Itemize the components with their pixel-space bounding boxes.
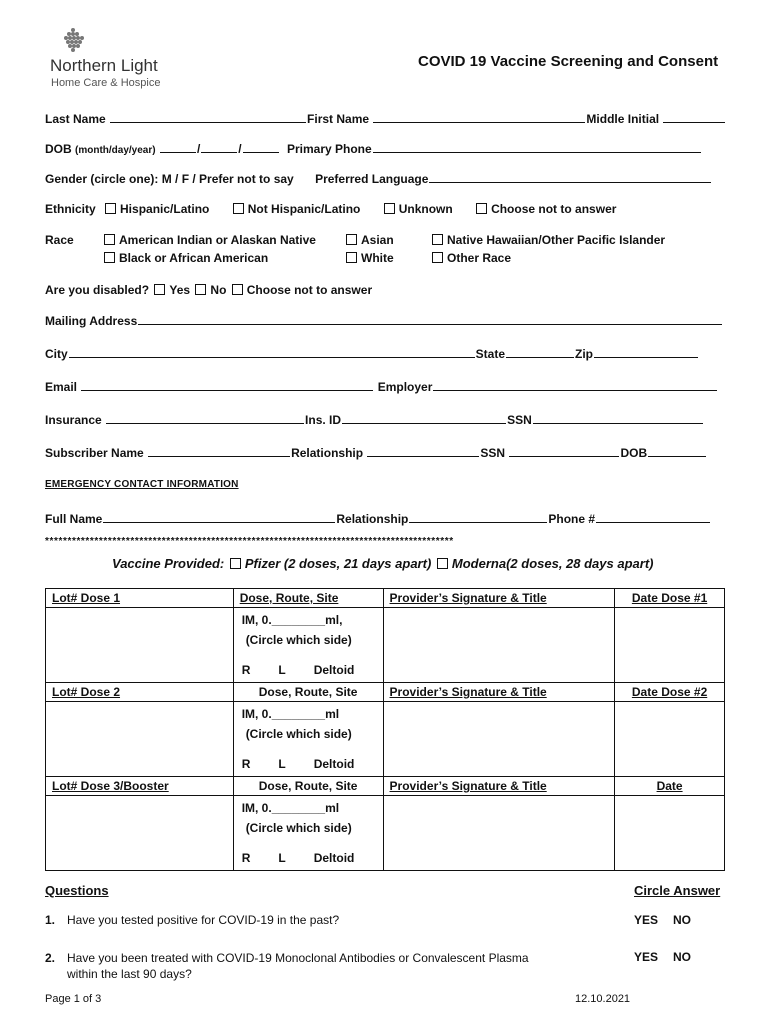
- signature-dose-3-label: Provider’s Signature & Title: [389, 779, 547, 793]
- dob-label: DOB: [45, 142, 72, 156]
- question-1-no[interactable]: NO: [673, 913, 691, 927]
- zip-label: Zip: [575, 347, 594, 361]
- ins-id-label: Ins. ID: [305, 413, 342, 427]
- side-dose-3: [242, 848, 377, 868]
- vaccine-row: [112, 556, 653, 571]
- other-race-checkbox[interactable]: [432, 252, 443, 263]
- side-left: L: [278, 663, 286, 677]
- deltoid-label: Deltoid: [313, 757, 355, 771]
- disabled-yes-checkbox[interactable]: [154, 284, 165, 295]
- logo-subtitle: Home Care & Hospice: [51, 77, 161, 89]
- question-2-text-line2: within the last 90 days?: [67, 967, 192, 981]
- signature-dose-3-cell[interactable]: [383, 796, 615, 871]
- date-dose-3-label: Date: [656, 779, 683, 793]
- last-name-label: Last Name: [45, 112, 106, 126]
- questions-heading: Questions: [45, 883, 109, 898]
- date-dose-2-cell[interactable]: [615, 702, 725, 777]
- logo: [50, 26, 170, 92]
- first-name-label: First Name: [307, 112, 370, 126]
- mailing-address-field[interactable]: [138, 313, 722, 325]
- full-name-field[interactable]: [103, 511, 335, 523]
- full-name-label: Full Name: [45, 512, 103, 526]
- deltoid-label: Deltoid: [313, 663, 355, 677]
- question-1-text: Have you tested positive for COVID-19 in the past?: [67, 913, 340, 927]
- table-row: [46, 796, 725, 871]
- employer-field[interactable]: [433, 379, 717, 391]
- not-hispanic-checkbox[interactable]: [233, 203, 244, 214]
- logo-name: Northern Light: [50, 56, 158, 75]
- disabled-no-checkbox[interactable]: [195, 284, 206, 295]
- city-row: [45, 346, 699, 361]
- dob2-label: DOB: [620, 446, 648, 460]
- question-2-number: 2.: [45, 951, 56, 965]
- question-1-yes[interactable]: YES: [634, 913, 659, 927]
- email-field[interactable]: [81, 379, 373, 391]
- question-2-no[interactable]: NO: [673, 950, 691, 964]
- pfizer-checkbox[interactable]: [230, 558, 241, 569]
- asian-checkbox[interactable]: [346, 234, 357, 245]
- question-2-yes[interactable]: YES: [634, 950, 659, 964]
- table-row: [46, 702, 725, 777]
- dob-month-field[interactable]: [160, 141, 196, 153]
- ssn2-label: SSN: [480, 446, 506, 460]
- race-label: Race: [45, 233, 74, 247]
- question-2: [45, 950, 529, 982]
- table-row: [46, 608, 725, 683]
- pinecone-icon: [58, 26, 88, 56]
- question-2-text: Have you been treated with COVID-19 Monoclonal Antibodies or Convalescent Plasma: [67, 951, 529, 965]
- mailing-row: [45, 313, 723, 328]
- lot-dose-2-cell[interactable]: [46, 702, 234, 777]
- dob-row: DOB (month/day/year) / / Primary Phone: [45, 141, 702, 156]
- preferred-language-label: Preferred Language: [315, 172, 429, 186]
- choose-not-checkbox[interactable]: [476, 203, 487, 214]
- race-option-asian: [340, 233, 394, 247]
- employer-label: Employer: [377, 380, 433, 394]
- side-right: R: [241, 663, 251, 677]
- table-row: [46, 777, 725, 796]
- side-left: L: [278, 757, 286, 771]
- signature-dose-2-label: Provider’s Signature & Title: [389, 685, 547, 699]
- mailing-address-label: Mailing Address: [45, 314, 138, 328]
- primary-phone-label: Primary Phone: [286, 142, 372, 156]
- insurance-row: [45, 412, 704, 427]
- side-right: R: [241, 851, 251, 865]
- im-dose-1: IM, 0.________ml,: [241, 613, 343, 627]
- race-option-american-indian: [98, 233, 316, 247]
- asian-label: Asian: [361, 233, 394, 247]
- signature-dose-2-cell[interactable]: [383, 702, 615, 777]
- gender-row: [45, 171, 712, 186]
- last-name-field[interactable]: [110, 111, 306, 123]
- american-indian-label: American Indian or Alaskan Native: [119, 233, 316, 247]
- vaccine-label: Vaccine Provided:: [112, 556, 225, 571]
- emergency-relationship-label: Relationship: [336, 512, 409, 526]
- city-field[interactable]: [69, 346, 475, 358]
- disabled-choose-not-checkbox[interactable]: [232, 284, 243, 295]
- subscriber-row: [45, 445, 707, 460]
- subscriber-name-label: Subscriber Name: [45, 446, 144, 460]
- route-dose-1-cell[interactable]: [233, 608, 383, 683]
- moderna-checkbox[interactable]: [437, 558, 448, 569]
- relationship-label: Relationship: [291, 446, 364, 460]
- table-row: [46, 683, 725, 702]
- emergency-contact-heading: EMERGENCY CONTACT INFORMATION: [45, 479, 239, 490]
- disabled-question: Are you disabled?: [45, 283, 150, 297]
- dob-hint: (month/day/year): [75, 145, 156, 156]
- date-dose-1-cell[interactable]: [615, 608, 725, 683]
- gender-label: Gender (circle one): M / F / Prefer not to say: [45, 172, 294, 186]
- unknown-checkbox[interactable]: [384, 203, 395, 214]
- race-option-hawaiian: [426, 233, 665, 247]
- white-checkbox[interactable]: [346, 252, 357, 263]
- im-dose-2: IM, 0.________ml: [241, 707, 340, 721]
- moderna-label: Moderna(2 doses, 28 days apart): [451, 556, 654, 571]
- state-label: State: [475, 347, 506, 361]
- hawaiian-label: Native Hawaiian/Other Pacific Islander: [447, 233, 666, 247]
- side-dose-2: [242, 754, 377, 774]
- circle-dose-3: (Circle which side): [245, 821, 352, 835]
- signature-dose-1-label: Provider’s Signature & Title: [389, 591, 547, 605]
- dob-year-field[interactable]: [243, 141, 279, 153]
- disabled-yes-label: Yes: [169, 283, 191, 297]
- city-label: City: [45, 347, 68, 361]
- lot-dose-3-cell[interactable]: [46, 796, 234, 871]
- ins-id-field[interactable]: [342, 412, 506, 424]
- circle-answer-heading: Circle Answer: [634, 883, 721, 898]
- phone-label: Phone #: [548, 512, 596, 526]
- email-row: [45, 379, 718, 394]
- side-dose-1: [242, 660, 377, 680]
- middle-initial-field[interactable]: [663, 111, 725, 123]
- ssn-field[interactable]: [533, 412, 703, 424]
- insurance-label: Insurance: [45, 413, 102, 427]
- ethnicity-row: [45, 202, 616, 216]
- insurance-field[interactable]: [106, 412, 304, 424]
- middle-initial-label: Middle Initial: [586, 112, 660, 126]
- white-label: White: [361, 251, 394, 265]
- pfizer-label: Pfizer (2 doses, 21 days apart): [244, 556, 432, 571]
- hispanic-label: Hispanic/Latino: [120, 202, 210, 216]
- choose-not-label: Choose not to answer: [491, 202, 617, 216]
- lot-dose-1-cell[interactable]: [46, 608, 234, 683]
- table-row: [46, 589, 725, 608]
- hispanic-checkbox[interactable]: [105, 203, 116, 214]
- side-left: L: [278, 851, 286, 865]
- disabled-row: [45, 283, 372, 297]
- dob2-field[interactable]: [648, 445, 706, 457]
- lot-dose-2-label: Lot# Dose 2: [52, 685, 121, 699]
- im-dose-3: IM, 0.________ml: [241, 801, 340, 815]
- route-dose-3-cell[interactable]: [233, 796, 383, 871]
- black-checkbox[interactable]: [104, 252, 115, 263]
- preferred-language-field[interactable]: [429, 171, 711, 183]
- emergency-relationship-field[interactable]: [409, 511, 547, 523]
- emergency-row: [45, 511, 711, 526]
- route-dose-3-label: Dose, Route, Site: [258, 779, 358, 793]
- ssn-label: SSN: [507, 413, 532, 427]
- unknown-label: Unknown: [398, 202, 453, 216]
- date-dose-3-cell[interactable]: [615, 796, 725, 871]
- circle-dose-2: (Circle which side): [245, 727, 352, 741]
- date-dose-2-label: Date Dose #2: [631, 685, 708, 699]
- primary-phone-field[interactable]: [373, 141, 701, 153]
- name-row: [45, 111, 726, 126]
- circle-dose-1: (Circle which side): [245, 633, 352, 647]
- state-field[interactable]: [506, 346, 574, 358]
- subscriber-name-field[interactable]: [148, 445, 290, 457]
- zip-field[interactable]: [594, 346, 698, 358]
- race-option-other: [426, 251, 511, 265]
- revision-date: 12.10.2021: [575, 993, 631, 1005]
- relationship-field[interactable]: [367, 445, 479, 457]
- american-indian-checkbox[interactable]: [104, 234, 115, 245]
- signature-dose-1-cell[interactable]: [383, 608, 615, 683]
- disabled-choose-not-label: Choose not to answer: [246, 283, 373, 297]
- route-dose-2-label: Dose, Route, Site: [258, 685, 358, 699]
- disabled-no-label: No: [210, 283, 227, 297]
- other-race-label: Other Race: [447, 251, 512, 265]
- dose-table: [45, 588, 725, 871]
- first-name-field[interactable]: [373, 111, 585, 123]
- side-right: R: [241, 757, 251, 771]
- deltoid-label: Deltoid: [313, 851, 355, 865]
- question-1: [45, 913, 339, 927]
- lot-dose-3-label: Lot# Dose 3/Booster: [52, 779, 169, 793]
- race-option-black: [98, 251, 268, 265]
- black-label: Black or African American: [119, 251, 269, 265]
- ssn2-field[interactable]: [509, 445, 619, 457]
- hawaiian-checkbox[interactable]: [432, 234, 443, 245]
- phone-field[interactable]: [596, 511, 710, 523]
- email-label: Email: [45, 380, 78, 394]
- not-hispanic-label: Not Hispanic/Latino: [247, 202, 361, 216]
- separator-stars: *******************************************************************************************: [45, 536, 454, 547]
- race-option-white: [340, 251, 394, 265]
- route-dose-1-label: Dose, Route, Site: [239, 591, 339, 605]
- date-dose-1-label: Date Dose #1: [631, 591, 708, 605]
- page-title: COVID 19 Vaccine Screening and Consent: [418, 53, 719, 70]
- question-1-number: 1.: [45, 913, 56, 927]
- dob-day-field[interactable]: [201, 141, 237, 153]
- ethnicity-label: Ethnicity: [45, 202, 96, 216]
- route-dose-2-cell[interactable]: [233, 702, 383, 777]
- page-number: Page 1 of 3: [45, 993, 102, 1005]
- lot-dose-1-label: Lot# Dose 1: [52, 591, 121, 605]
